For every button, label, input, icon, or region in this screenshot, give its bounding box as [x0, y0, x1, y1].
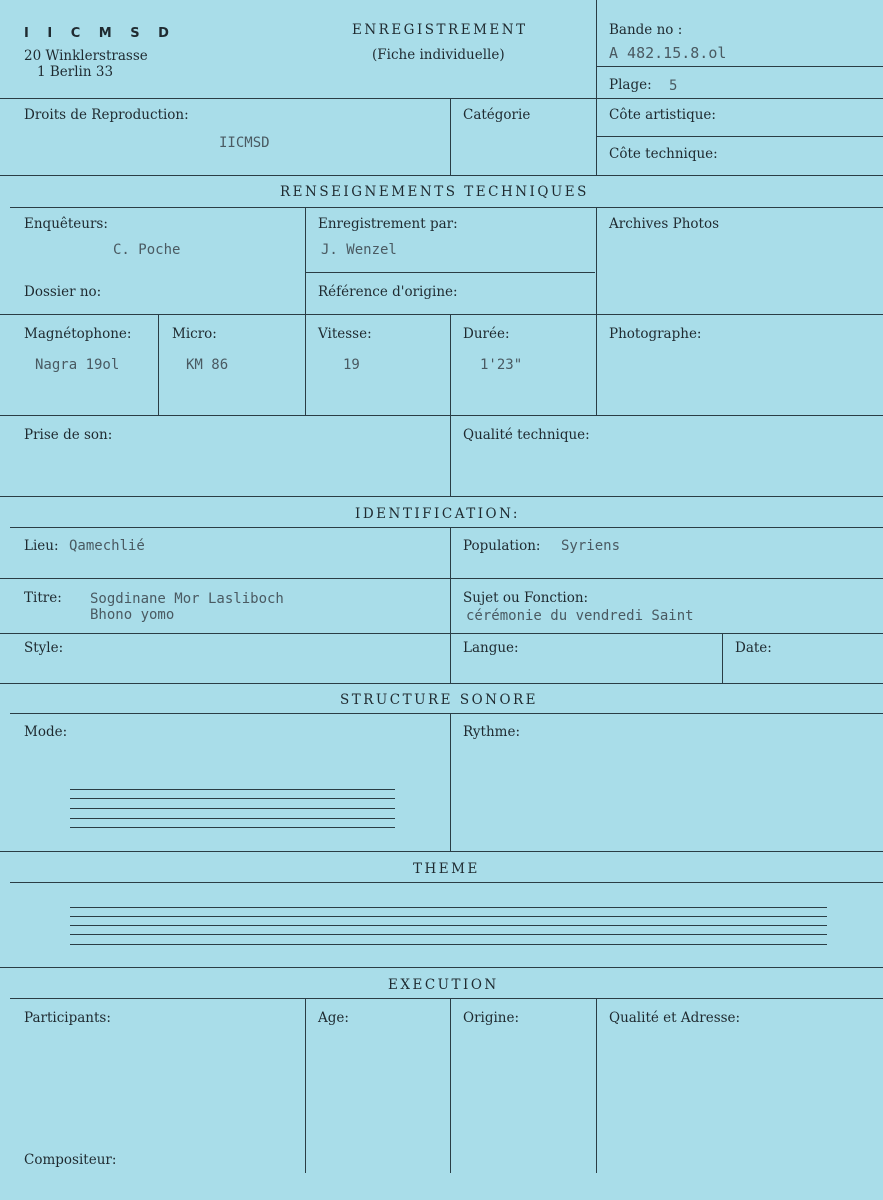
rule: [450, 713, 451, 851]
cote-artistique-label: Côte artistique:: [609, 107, 716, 123]
rule: [10, 998, 883, 999]
enqueteurs-label: Enquêteurs:: [24, 216, 108, 232]
plage-label: Plage:: [609, 77, 652, 93]
duree-value: 1'23": [480, 357, 523, 373]
rule: [10, 527, 883, 528]
magnetophone-label: Magnétophone:: [24, 326, 132, 342]
structure-heading: STRUCTURE SONORE: [340, 692, 539, 708]
rule: [450, 98, 451, 175]
rule: [158, 314, 159, 415]
rule: [0, 578, 883, 579]
langue-label: Langue:: [463, 640, 519, 656]
rule: [0, 683, 883, 684]
archives-photos-label: Archives Photos: [609, 216, 719, 232]
org-logo: I I C M S D: [24, 26, 176, 41]
style-label: Style:: [24, 640, 64, 656]
rule: [596, 66, 883, 67]
bande-label: Bande no :: [609, 22, 683, 38]
rythme-label: Rythme:: [463, 724, 521, 740]
origine-label: Origine:: [463, 1010, 520, 1026]
technique-heading: RENSEIGNEMENTS TECHNIQUES: [280, 184, 589, 200]
titre-label: Titre:: [24, 590, 62, 606]
rule: [0, 496, 883, 497]
sujet-value: cérémonie du vendredi Saint: [466, 608, 694, 624]
rule: [450, 527, 451, 683]
vitesse-label: Vitesse:: [318, 326, 372, 342]
micro-value: KM 86: [186, 357, 229, 373]
rule: [450, 314, 451, 415]
execution-heading: EXECUTION: [388, 977, 499, 993]
rule: [0, 314, 883, 315]
magnetophone-value: Nagra 19ol: [35, 357, 120, 373]
form-subtitle: (Fiche individuelle): [372, 47, 505, 63]
form-title: ENREGISTREMENT: [352, 22, 528, 38]
cote-technique-label: Côte technique:: [609, 146, 718, 162]
bande-value: A 482.15.8.ol: [609, 44, 727, 62]
rule: [305, 998, 306, 1173]
enregistrement-par-value: J. Wenzel: [321, 242, 397, 258]
age-label: Age:: [318, 1010, 349, 1026]
rule: [450, 998, 451, 1173]
rule: [596, 998, 597, 1173]
rule: [596, 0, 597, 98]
titre-value-1: Sogdinane Mor Lasliboch: [90, 591, 284, 607]
mode-label: Mode:: [24, 724, 68, 740]
theme-heading: THEME: [413, 861, 480, 877]
rule: [0, 98, 883, 99]
lieu-value: Qamechlié: [69, 538, 145, 554]
rule: [305, 272, 595, 273]
enqueteurs-value: C. Poche: [113, 242, 181, 258]
titre-value-2: Bhono yomo: [90, 607, 175, 623]
duree-label: Durée:: [463, 326, 510, 342]
reference-label: Référence d'origine:: [318, 284, 458, 300]
dossier-label: Dossier no:: [24, 284, 102, 300]
rule: [0, 967, 883, 968]
rule: [305, 207, 306, 415]
lieu-label: Lieu:: [24, 538, 59, 554]
micro-label: Micro:: [172, 326, 217, 342]
enregistrement-par-label: Enregistrement par:: [318, 216, 458, 232]
rule: [0, 633, 883, 634]
rule: [596, 207, 597, 415]
population-label: Population:: [463, 538, 541, 554]
rule: [596, 98, 597, 175]
rule: [0, 415, 883, 416]
sujet-label: Sujet ou Fonction:: [463, 590, 589, 606]
photographe-label: Photographe:: [609, 326, 702, 342]
categorie-label: Catégorie: [463, 107, 531, 123]
qualite-adresse-label: Qualité et Adresse:: [609, 1010, 741, 1026]
prise-de-son-label: Prise de son:: [24, 427, 113, 443]
rule: [722, 633, 723, 683]
rule: [10, 207, 883, 208]
rule: [0, 175, 883, 176]
rule: [10, 882, 883, 883]
population-value: Syriens: [561, 538, 621, 554]
identification-heading: IDENTIFICATION:: [355, 506, 520, 522]
rule: [450, 415, 451, 496]
qualite-technique-label: Qualité technique:: [463, 427, 590, 443]
rule: [10, 713, 883, 714]
plage-value: 5: [669, 78, 678, 94]
droits-value: IICMSD: [219, 135, 270, 151]
address-line-2: 1 Berlin 33: [37, 64, 114, 80]
address-line-1: 20 Winklerstrasse: [24, 48, 148, 64]
compositeur-label: Compositeur:: [24, 1152, 117, 1168]
droits-label: Droits de Reproduction:: [24, 107, 189, 123]
rule: [0, 851, 883, 852]
vitesse-value: 19: [343, 357, 360, 373]
rule: [596, 136, 883, 137]
date-label: Date:: [735, 640, 772, 656]
participants-label: Participants:: [24, 1010, 111, 1026]
